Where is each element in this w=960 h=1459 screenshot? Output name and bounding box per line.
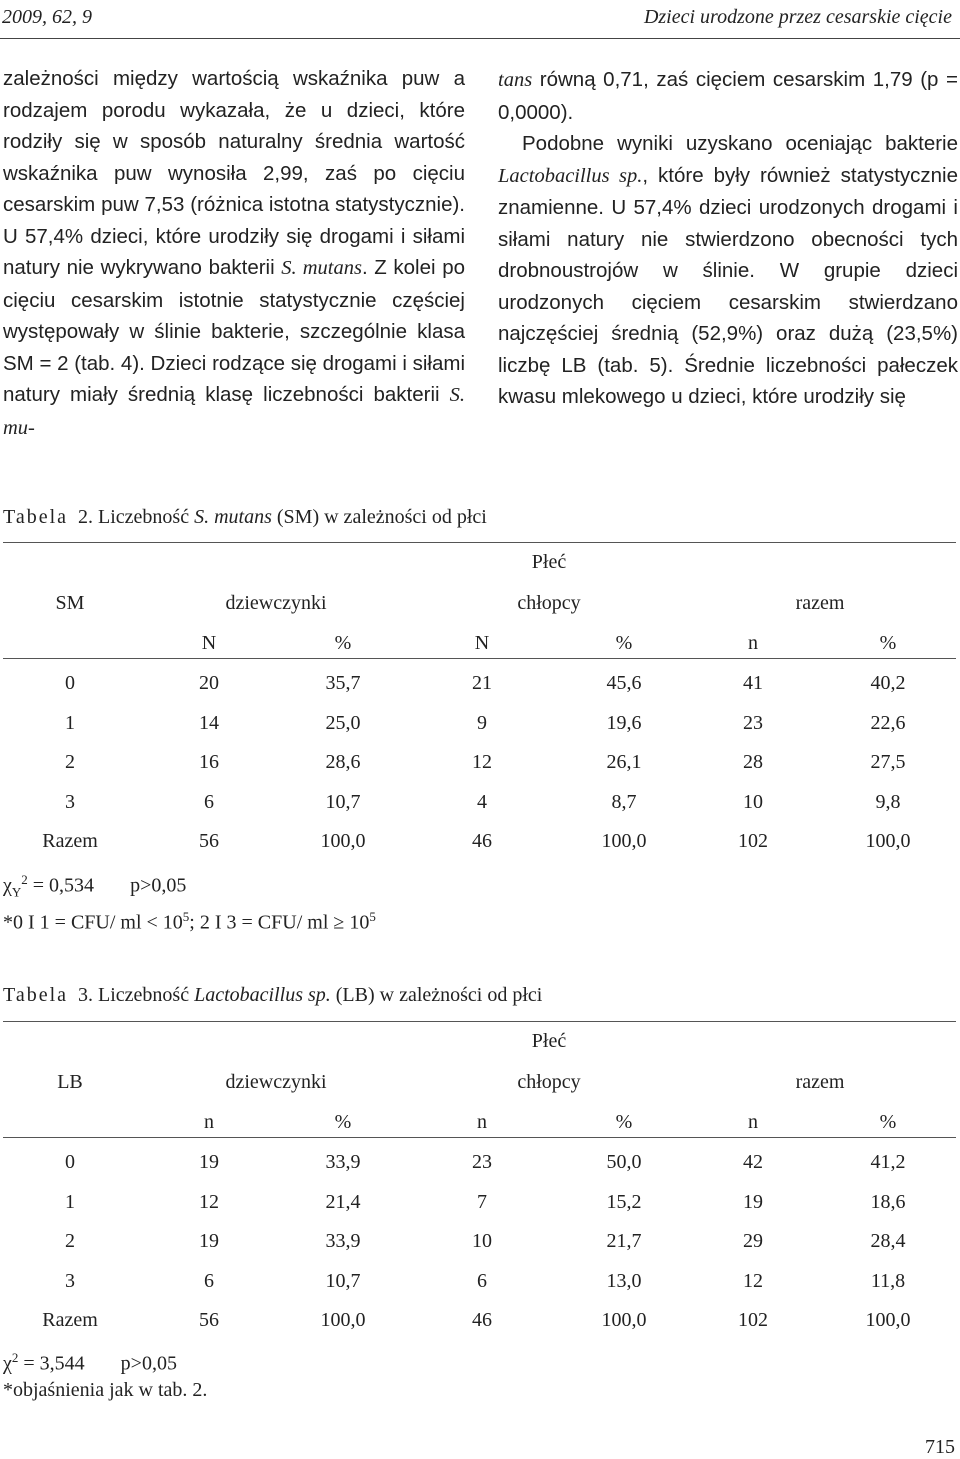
column-subheader: % — [615, 1111, 633, 1133]
table-cell: 100,0 — [601, 1309, 647, 1332]
body-column-right — [498, 64, 958, 413]
table-cell: 46 — [472, 1309, 492, 1332]
table-cell: 100,0 — [865, 830, 911, 853]
table3 — [3, 1021, 956, 1341]
table-cell: 18,6 — [870, 1190, 906, 1213]
table-cell: 100,0 — [601, 830, 647, 853]
table-cell: 15,2 — [606, 1190, 642, 1213]
chi-value: = 0,534 — [27, 874, 95, 897]
table2-chi-square — [3, 872, 186, 901]
table-cell: 29 — [743, 1230, 763, 1253]
column-subheader: % — [334, 632, 352, 654]
column-subheader: % — [879, 1111, 897, 1133]
species-name: S. mutans — [281, 257, 362, 279]
column-subheader: n — [748, 632, 758, 654]
table-cell: 23 — [472, 1151, 492, 1173]
chi-value: = 3,544 — [18, 1352, 85, 1375]
chi-symbol: χ — [3, 874, 12, 897]
table-cell: 102 — [738, 830, 768, 853]
table-cell: 10 — [743, 790, 763, 813]
table-cell: 14 — [199, 711, 219, 734]
table-cell: 50,0 — [606, 1151, 642, 1173]
column-subheader: % — [879, 632, 897, 654]
table-cell: 7 — [477, 1190, 487, 1213]
page-number: 715 — [925, 1436, 955, 1458]
table-cell: 27,5 — [870, 751, 906, 774]
table-cell: 6 — [204, 790, 214, 813]
table-cell: 6 — [204, 1269, 214, 1292]
group-header: Płeć — [531, 551, 567, 573]
text-span: Podobne wyniki uzyskano oceniając bakterie — [522, 132, 958, 155]
group-label: razem — [795, 1071, 845, 1093]
table-cell: 45,6 — [606, 672, 642, 694]
caption-number: 3 — [78, 984, 89, 1006]
group-label: chłopcy — [517, 1071, 581, 1093]
table-cell: 12 — [472, 751, 492, 774]
column-subheader: N — [474, 632, 490, 654]
table-rule-header — [3, 658, 956, 659]
row-label-cell: Razem — [42, 830, 98, 853]
table-cell: 9 — [477, 711, 487, 734]
text-span: równą 0,71, zaś cięciem cesarskim 1,79 (p = 0,0000). — [498, 68, 958, 124]
text-span: (LB) w zależności od płci — [330, 984, 543, 1006]
row-label-cell: 2 — [65, 1230, 75, 1253]
column-subheader: n — [204, 1111, 214, 1133]
species-name: Lactobacillus sp. — [194, 984, 331, 1006]
paragraph — [498, 128, 958, 413]
table-cell: 20 — [199, 672, 219, 694]
table-cell: 26,1 — [606, 751, 642, 774]
table-cell: 10,7 — [325, 1269, 361, 1292]
table2 — [3, 542, 956, 862]
table3-footnote: *objaśnienia jak w tab. 2. — [3, 1379, 208, 1401]
row-header: LB — [57, 1071, 83, 1093]
table-cell: 6 — [477, 1269, 487, 1292]
species-name: Lactobacillus sp. — [498, 164, 643, 187]
body-column-left — [3, 63, 465, 444]
text-span: . Liczebność — [88, 506, 195, 528]
table2-footnote — [3, 909, 376, 935]
table-cell: 21,4 — [325, 1190, 361, 1213]
text-span: . Liczebność — [88, 984, 195, 1006]
caption-number: 2 — [78, 506, 89, 528]
superscript: 5 — [369, 909, 376, 924]
table-cell: 23 — [743, 711, 763, 734]
journal-issue: 2009, 62, 9 — [2, 6, 92, 28]
table-cell: 25,0 — [325, 711, 361, 734]
table-cell: 33,9 — [325, 1151, 361, 1173]
text-span: *0 I 1 = CFU/ ml < 10 — [3, 911, 183, 934]
header-rule — [0, 38, 960, 39]
table-cell: 100,0 — [320, 1309, 366, 1332]
row-label-cell: 3 — [65, 790, 75, 813]
column-subheader: % — [615, 632, 633, 654]
table-cell: 12 — [199, 1190, 219, 1213]
table-cell: 40,2 — [870, 672, 906, 694]
caption-label: Tabela — [3, 506, 69, 528]
table-cell: 10,7 — [325, 790, 361, 813]
table-cell: 4 — [477, 790, 487, 813]
table-cell: 42 — [743, 1151, 763, 1173]
table-rule-top — [3, 1021, 956, 1022]
text-span: ; 2 I 3 = CFU/ ml — [189, 911, 334, 934]
table-cell: 41 — [743, 672, 763, 694]
table-cell: 10 — [472, 1230, 492, 1253]
row-label-cell: Razem — [42, 1309, 98, 1332]
text-span: . Z kolei po cięciu cesarskim istotnie statystycznie częściej występowały w ślinie bakterie, szczególnie klasa SM = 2 (tab. 4). Dzieci rodzące się drogami i siłami natury miały średnią klasę liczebności bakterii — [3, 256, 465, 406]
superscript: 2 — [21, 872, 28, 887]
text-span: zależności między wartością wskaźnika puw a rodzajem porodu wykazała, że u dzieci, które rodziły się w sposób naturalny średnia wartość wskaźnika puw wynosiła 2,99, zaś po cięciu cesarskim puw 7,53 (różnica istotna statystycznie). U 57,4% dzieci, które urodziły się drogami i siłami natury nie wykrywano bakterii — [3, 67, 465, 279]
table-cell: 28 — [743, 751, 763, 774]
column-subheader: N — [201, 632, 217, 654]
superscript: 2 — [11, 1350, 19, 1365]
superscript: 5 — [182, 909, 190, 924]
ge-symbol: ≥ — [333, 911, 345, 934]
column-subheader: % — [334, 1111, 352, 1133]
table-cell: 21,7 — [606, 1230, 642, 1253]
group-label: dziewczynki — [225, 592, 327, 614]
table-cell: 8,7 — [611, 790, 637, 813]
chi-symbol: χ — [3, 1352, 12, 1375]
row-header: SM — [55, 592, 85, 614]
text-span: , które były również statystycznie znamienne. U 57,4% dzieci urodzonych drogami i siłami natury nie stwierdzono obecności tych drobnoustrojów w ślinie. W grupie dzieci urodzonych cięciem cesarskim stwierdzano najczęściej średnią (52,9%) oraz dużą (23,5%) liczbę LB (tab. 5). Średnie liczebności pałeczek kwasu mlekowego u dzieci, które urodziły się — [498, 163, 958, 408]
column-subheader: n — [477, 1111, 487, 1133]
paragraph — [498, 64, 958, 128]
table-cell: 28,4 — [870, 1230, 906, 1253]
table-cell: 19,6 — [606, 711, 642, 734]
table-cell: 41,2 — [870, 1151, 906, 1173]
table-cell: 19 — [743, 1190, 763, 1213]
running-title: Dzieci urodzone przez cesarskie cięcie — [643, 6, 952, 28]
table-cell: 21 — [472, 672, 492, 694]
row-label-cell: 0 — [65, 1151, 75, 1173]
table-rule-top — [3, 542, 956, 543]
text-span: 10 — [344, 911, 370, 934]
group-label: chłopcy — [517, 592, 581, 614]
text-span: (SM) w zależności od płci — [271, 506, 487, 528]
table-cell: 11,8 — [870, 1269, 906, 1292]
caption-label: Tabela — [3, 984, 69, 1006]
table-cell: 35,7 — [325, 672, 361, 694]
table-cell: 22,6 — [870, 711, 906, 734]
table-cell: 56 — [199, 1309, 219, 1332]
row-label-cell: 3 — [65, 1269, 75, 1292]
paragraph — [3, 63, 465, 444]
table-cell: 28,6 — [325, 751, 361, 774]
table-cell: 33,9 — [325, 1230, 361, 1253]
p-value: p>0,05 — [130, 874, 187, 897]
table3-chi-square — [3, 1350, 177, 1376]
table-cell: 9,8 — [875, 790, 901, 813]
species-name: S. mutans — [194, 506, 272, 528]
row-label-cell: 1 — [65, 711, 75, 734]
subscript: Y — [11, 884, 22, 900]
table2-caption — [3, 506, 487, 529]
p-value: p>0,05 — [120, 1352, 177, 1375]
column-subheader: n — [748, 1111, 758, 1133]
table-cell: 13,0 — [606, 1269, 642, 1292]
group-header: Płeć — [531, 1030, 567, 1052]
row-label-cell: 2 — [65, 751, 75, 774]
table-cell: 16 — [199, 751, 219, 774]
table-cell: 12 — [743, 1269, 763, 1292]
table-cell: 19 — [199, 1151, 219, 1173]
table-rule-header — [3, 1137, 956, 1138]
table-cell: 100,0 — [320, 830, 366, 853]
row-label-cell: 1 — [65, 1190, 75, 1213]
group-label: razem — [795, 592, 845, 614]
row-label-cell: 0 — [65, 672, 75, 694]
species-name: tans — [498, 69, 533, 91]
table3-caption — [3, 984, 542, 1007]
species-name: S. mu- — [3, 384, 465, 439]
table-cell: 100,0 — [865, 1309, 911, 1332]
table-cell: 46 — [472, 830, 492, 853]
table-cell: 102 — [738, 1309, 768, 1332]
table-cell: 19 — [199, 1230, 219, 1253]
table-cell: 56 — [199, 830, 219, 853]
group-label: dziewczynki — [225, 1071, 327, 1093]
